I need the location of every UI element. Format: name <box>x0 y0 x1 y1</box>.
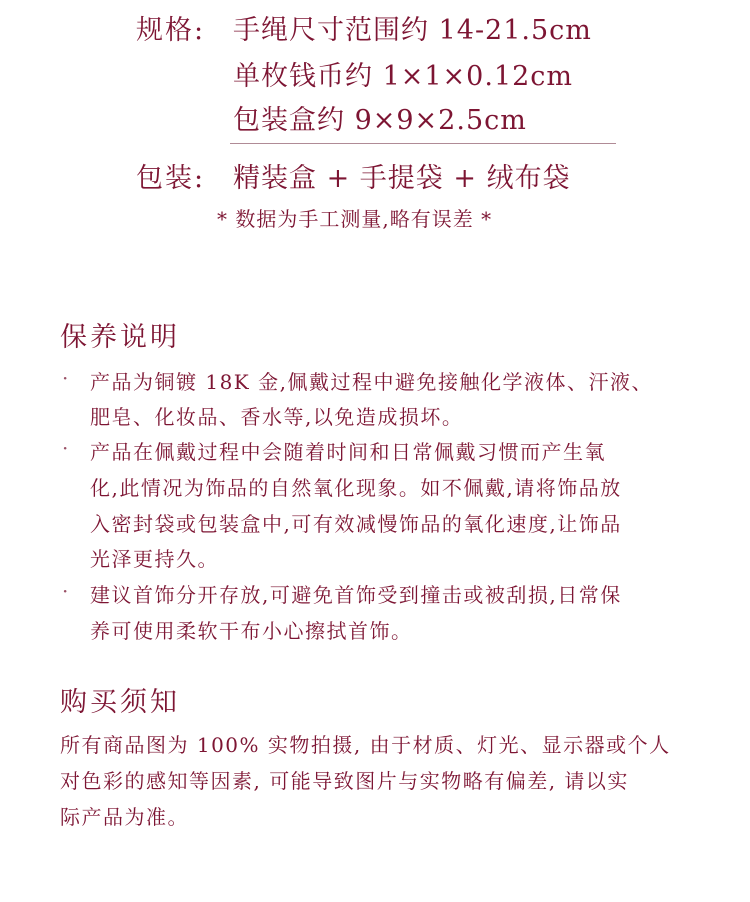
care-item-2-line-1: 产品在佩戴过程中会随着时间和日常佩戴习惯而产生氧 <box>90 440 606 464</box>
care-section-title: 保养说明 <box>60 322 180 353</box>
packaging-label: 包装: <box>136 163 206 194</box>
care-item-2-line-3: 入密封袋或包装盒中,可有效减慢饰品的氧化速度,让饰品 <box>90 512 622 536</box>
spec-line-coin-size: 单枚钱币约 1×1×0.12cm <box>233 61 574 92</box>
purchase-line-1: 所有商品图为 100% 实物拍摄, 由于材质、灯光、显示器或个人 <box>60 733 671 757</box>
spec-divider <box>230 143 616 144</box>
care-item-2-line-2: 化,此情况为饰品的自然氧化现象。如不佩戴,请将饰品放 <box>90 476 622 500</box>
care-bullet-2: · <box>62 436 69 460</box>
spec-label: 规格: <box>136 15 206 46</box>
purchase-line-2: 对色彩的感知等因素, 可能导致图片与实物略有偏差, 请以实 <box>60 769 629 793</box>
care-item-2-line-4: 光泽更持久。 <box>90 547 219 571</box>
purchase-line-3: 际产品为准。 <box>60 805 189 829</box>
purchase-section-title: 购买须知 <box>60 687 180 718</box>
care-bullet-1: · <box>62 366 69 390</box>
spec-line-box-size: 包装盒约 9×9×2.5cm <box>233 105 527 136</box>
care-bullet-3: · <box>62 579 69 603</box>
care-item-3-line-1: 建议首饰分开存放,可避免首饰受到撞击或被刮损,日常保 <box>90 583 622 607</box>
packaging-value: 精装盒 + 手提袋 + 绒布袋 <box>233 163 571 194</box>
care-item-1-line-2: 肥皂、化妆品、香水等,以免造成损坏。 <box>90 405 464 429</box>
care-item-1-line-1: 产品为铜镀 18K 金,佩戴过程中避免接触化学液体、汗液、 <box>90 370 653 394</box>
spec-line-bracelet-size: 手绳尺寸范围约 14-21.5cm <box>233 15 592 46</box>
care-item-3-line-2: 养可使用柔软干布小心擦拭首饰。 <box>90 619 413 643</box>
measurement-note: * 数据为手工测量,略有误差 * <box>217 207 493 231</box>
